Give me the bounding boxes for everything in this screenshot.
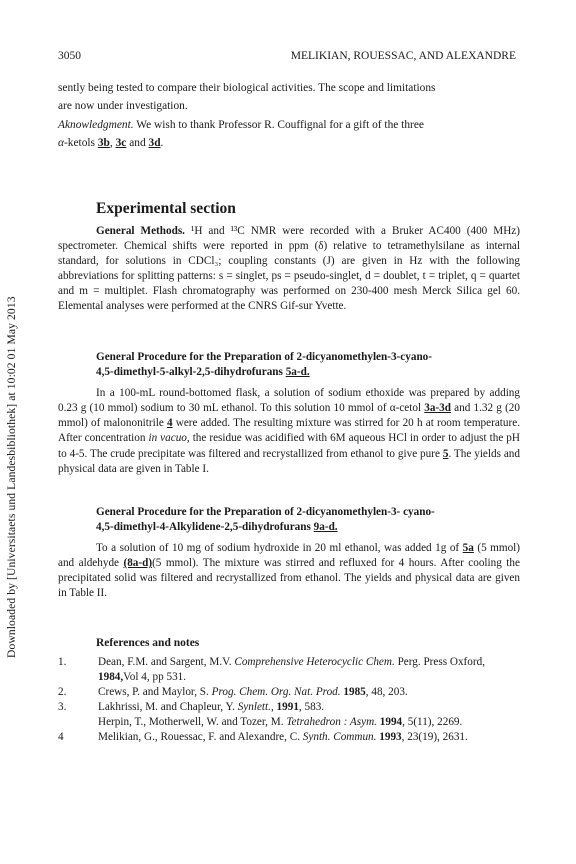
compound-ref: 3a-3d [424,402,451,415]
reference-item [58,685,520,700]
procedure-heading: General Procedure for the Preparation of 2-dicyanomethylen-3- cyano- 4,5-dimethyl-4-Alkylidene-2,5-dihydrofurans 9a-d. [96,506,435,534]
compound-ref: 3b [97,136,110,149]
intro-line: are now under investigation. [58,99,188,112]
reference-text: Dean, F.M. and Sargent, M.V. Comprehensive Heterocyclic Chem. Perg. Press Oxford, 1984,Vol 4, pp 531. [98,656,485,684]
reference-text: Melikian, G., Rouessac, F. and Alexandre, C. Synth. Commun. 1993, 23(19), 2631. [98,731,468,744]
compound-ref: 5a-d. [285,366,310,379]
general-methods: General Methods. ¹H and ¹³C NMR were recorded with a Bruker AC400 (400 MHz) spectrometer. Chemical shifts were reported in ppm (δ) relative to tetramethylsilane as internal standard, for solutions in CDCl₃; coupling constants (J) are given in Hz with the following abbreviations for splitting patterns: s = singlet, ps = pseudo-singlet, d = doublet, t = triplet, q = quartet and m = multiplet. Flash chromatography was performed on 230-400 mesh Merck Silica gel 60. Elemental analyses were performed at the CNRS Gif-sur Yvette. [58,225,520,313]
reference-item [58,715,520,730]
reference-number: 2. [58,686,67,699]
section-title: Experimental section [96,200,236,217]
references-title: References and notes [96,637,200,649]
compound-ref: 5 [442,447,449,460]
compound-ref: (8a-d) [123,557,153,570]
intro-line: sently being tested to compare their biological activities. The scope and limitations [58,82,436,94]
procedure-text: In a 100-mL round-bottomed flask, a solution of sodium ethoxide was prepared by adding 0.23 g (10 mmol) sodium to 30 mL ethanol. To this solution 10 mmol of α-cetol 3a-3d and 1.32 g (20 mmol) of malononitrile 4 were added. The resulting mixture was stirred for 20 h at room temperature. After concentration in vacuo, the residue was acidified with 6M aqueous HCl in order to adjust the pH to 4-5. The crude precipitate was filtered and recrystallized from ethanol to give pure 5. The yields and physical data are given in Table I. [58,387,520,475]
compound-ref: 3d [148,136,161,149]
ack-label: Aknowledgment. [58,119,134,132]
reference-number: 4 [58,731,64,744]
reference-item [58,700,520,715]
page-header [58,50,516,66]
running-head: MELIKIAN, ROUESSAC, AND ALEXANDRE [290,50,516,62]
reference-text: Lakhrissi, M. and Chapleur, Y. Synlett., 1991, 583. [98,701,325,714]
reference-item [58,655,520,685]
compound-ref: 9a-d. [313,521,338,534]
procedure-heading: General Procedure for the Preparation of 2-dicyanomethylen-3-cyano- 4,5-dimethyl-5-alkyl-2,5-dihydrofurans 5a-d. [96,351,432,379]
reference-text: Herpin, T., Motherwell, W. and Tozer, M. Tetrahedron : Asym. 1994, 5(11), 2269. [98,716,463,729]
reference-number: 3. [58,701,67,714]
experimental-section [58,200,520,315]
compound-ref: 3c [115,136,127,149]
procedure-1 [58,350,520,477]
references-section [58,636,520,745]
page-number: 3050 [58,50,81,62]
reference-number [58,715,98,730]
download-note: Downloaded by [Universitaets und Landesbibliothek] at 10:02 01 May 2013 [5,296,18,658]
procedure-text: To a solution of 10 mg of sodium hydroxide in 20 ml ethanol, was added 1g of 5a (5 mmol) and aldehyde (8a-d)(5 mmol). The mixture was stirred and refluxed for 4 hours. After cooling the precipitated solid was filtered and recrystallized from ethanol. The yields and physical data are given in Table II. [58,542,520,600]
compound-ref: 4 [166,417,173,430]
reference-item [58,730,520,745]
reference-number: 1. [58,656,67,669]
reference-text: Crews, P. and Maylor, S. Prog. Chem. Org. Nat. Prod. 1985, 48, 203. [98,686,408,699]
intro-section [58,80,520,152]
procedure-2 [58,505,520,602]
compound-ref: 5a [462,542,474,555]
acknowledgment: Aknowledgment. We wish to thank Professor R. Couffignal for a gift of the three α-ketols 3b, 3c and 3d. [58,119,424,149]
reference-list [58,655,520,745]
download-watermark [4,172,18,658]
